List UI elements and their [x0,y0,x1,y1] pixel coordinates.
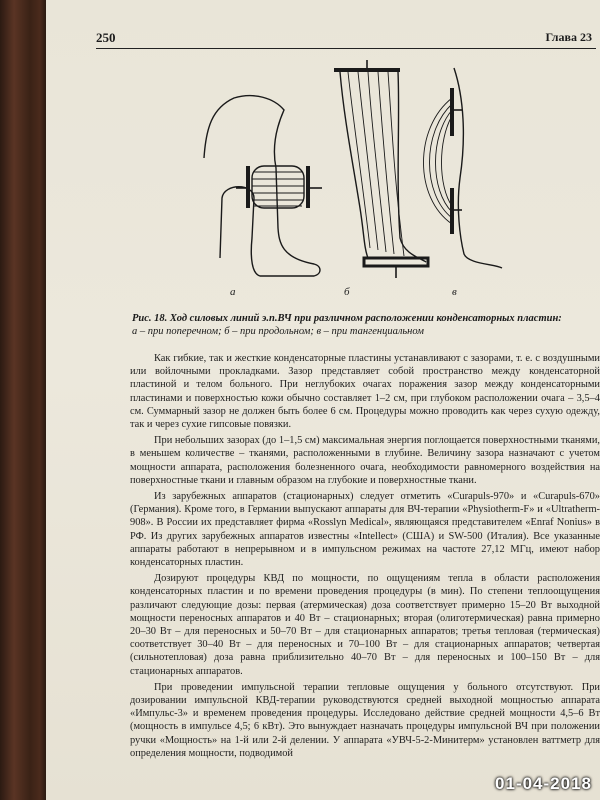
caption-legend: а – при поперечном; б – при продольном; в – при тангенциальном [132,326,424,337]
leg-outline-b [340,72,368,258]
paragraph: Дозируют процедуры КВД по мощности, по ощущениям тепла в области расположения конденсаторных пластин и по времени проведения процедуры (в мин). По степени теплоощущения различают следующие дозы: первая (атермическая) доза соответствует примерно 15–20 Вт выходной мощности переносных аппаратов и 40 Вт – стационарных; вторая (олиготермическая) равна примерно 20–30 Вт – для переносных и 50–70 Вт – для стационарных аппаратов; третья тепловая (термическая) соответствует 30–40 Вт – для переносных и 70–100 Вт – для стационарных аппаратов; четвертая (сильнотепловая) доза равна приблизительно 40–70 Вт – для переносных и 100–150 Вт – для стационарных аппаратов. [130,573,600,677]
paragraph: При проведении импульсной терапии тепловые ощущения у больного отсутствуют. При дозировании импульсной КВД-терапии руководствуются средней выходной мощностью аппарата «Импульс-3» и временем проведения процедуры. Исследовано действие средней мощности 4,5–6 Вт (мощность в импульсе 4,5; 6 кВт). Это вынуждает назначать процедуры импульсной ВЧ при положении ручки «Мощность» на 1-й или 2-й делении. У аппарата «УВЧ-5-2-Минитерм» установлен ваттметр для определения мощности, подводимой [130,681,600,759]
paragraph: При небольших зазорах (до 1–1,5 см) максимальная энергия поглощается поверхностными тканями, в меньшем количестве – тканями, расположенными в глубине. Величину зазора назначают с учетом мощности аппарата, расположения болезненного очага, необходимости равномерного воздействия на поверхностные ткани и главным образом на глубокие и поверхностные ткани. [130,435,600,486]
figure-drawing [164,58,504,306]
paragraph: Как гибкие, так и жесткие конденсаторные пластины устанавливают с зазорами, т. е. с воздушными или войлочными прокладками. Зазор представляет собой пространство между конденсаторной пластиной и телом больного. При неглубоких очагах поражения зазор между конденсаторными пластинами и поверхностью кожи обычно составляет 1–2 см, при глубоком расположении очага – 3,5–4 см. Суммарный зазор не должен быть более 6 см. Процедуры можно проводить как через сухую одежду, так и через сухие гипсовые повязки. [130,353,600,431]
book-page [46,0,600,800]
figure-caption [132,312,592,338]
date-watermark: 01-04-2018 [495,774,592,793]
chapter-label: Глава 23 [545,30,592,44]
paragraph: Из зарубежных аппаратов (стационарных) следует отметить «Curapuls-970» и «Curapuls-670» (Германия). Кроме того, в Германии выпускают аппараты для ВЧ-терапии «Physiotherm-F» и «Ultratherm-908». В России их представляет фирма «Rosslyn Medical», являющаяся представителем «Enraf Nonius» в РФ. Из других зарубежных аппаратов известны «Intellect» (США) и SW-500 (Италия). Все указанные аппараты работают в непрерывном и в импульсном режимах на частоте 27,12 МГц, имеют набор конденсаторных пластин. [130,491,600,569]
panel-label-c: в [452,286,457,298]
page-number: 250 [96,30,116,45]
running-header [96,28,596,49]
caption-title: Рис. 18. Ход силовых линий э.п.ВЧ при различном расположении конденсаторных пластин: [132,313,562,324]
panel-label-b: б [344,286,350,298]
figure-electrode-placement [164,58,504,306]
leg-outline-c [454,68,502,268]
panel-label-a: а [230,286,236,298]
body-text [130,352,600,763]
